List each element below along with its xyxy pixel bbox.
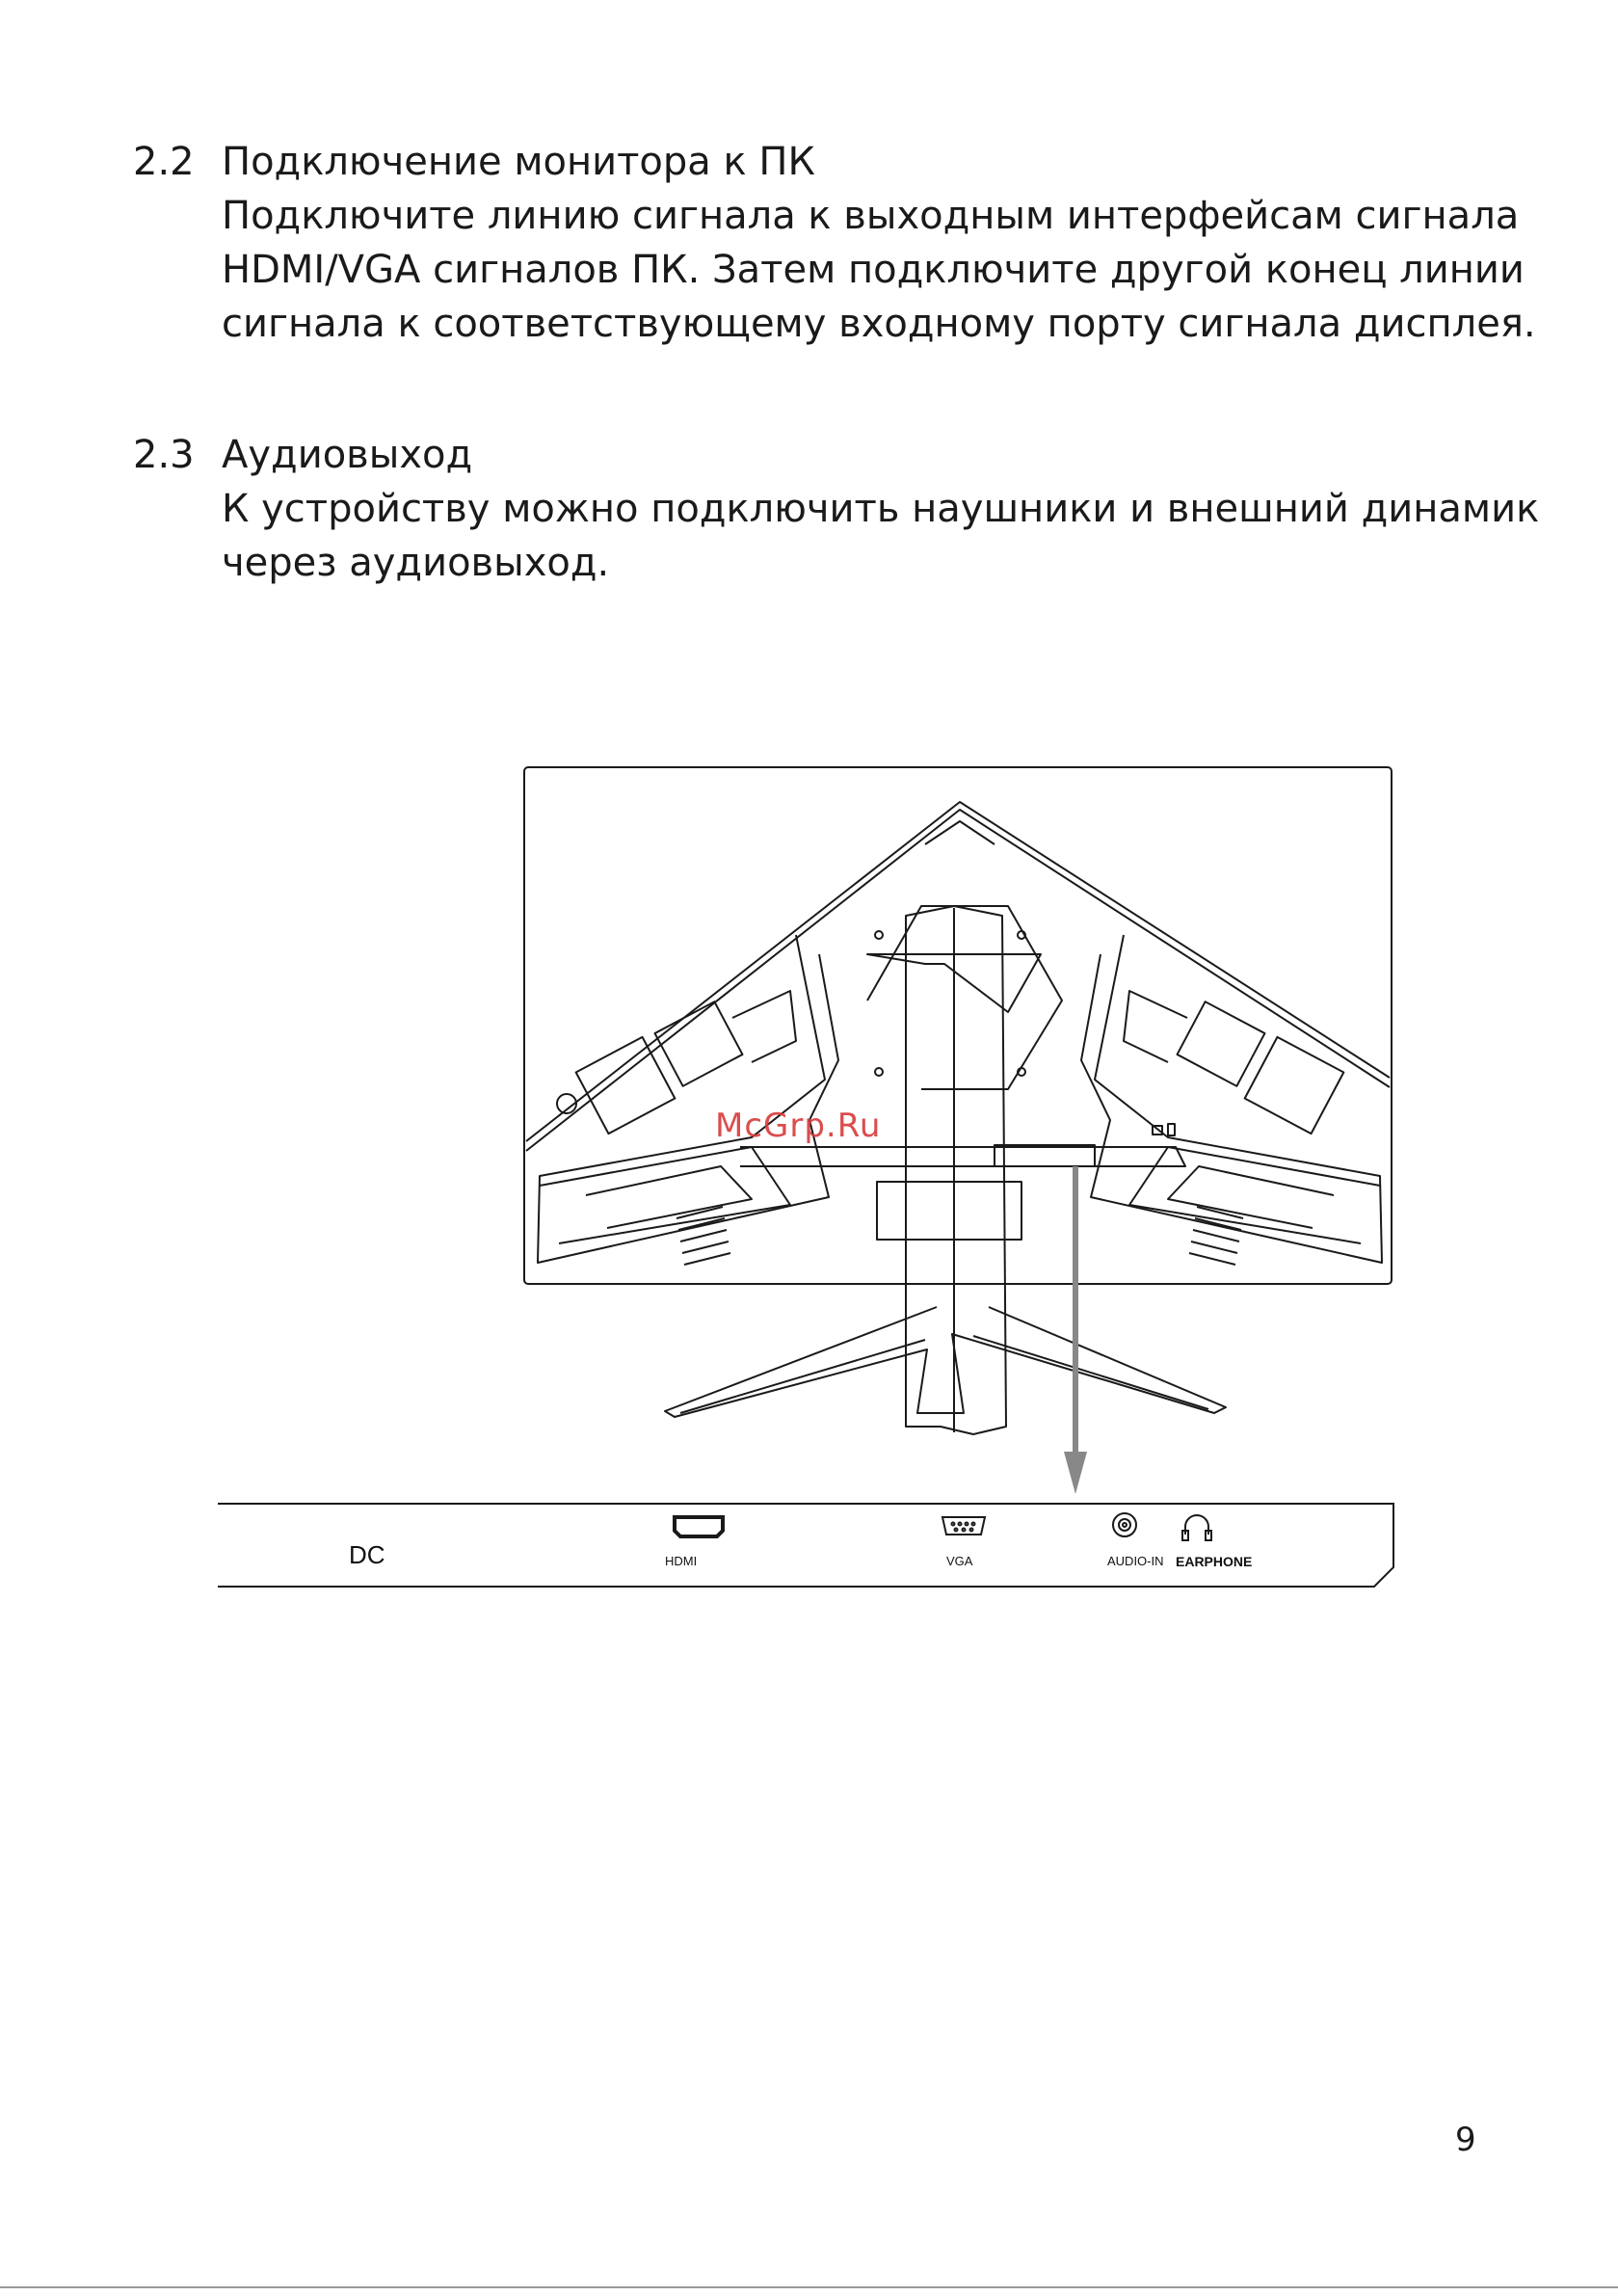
audio-in-port-icon	[1113, 1513, 1136, 1536]
audio-in-port-label: AUDIO-IN	[1107, 1554, 1164, 1568]
bottom-divider	[0, 2286, 1618, 2288]
stand-hinge	[867, 906, 1062, 1089]
section-title: Подключение монитора к ПК	[222, 140, 815, 184]
section-body	[222, 189, 1552, 351]
section-title: Аудиовыход	[222, 433, 473, 477]
dc-port-label: DC	[349, 1540, 385, 1569]
section-number: 2.2	[133, 140, 195, 184]
body-line: К устройству можно подключить наушники и внешний динамик	[222, 487, 1540, 531]
left-panel	[538, 935, 838, 1263]
hdmi-port-label: HDMI	[665, 1554, 698, 1568]
back-cover-left-edge	[526, 802, 1390, 1141]
hdmi-port-icon	[675, 1517, 723, 1536]
watermark: McGrp.Ru	[715, 1107, 882, 1145]
monitor-rear-drawing	[212, 761, 1407, 1600]
section-body	[222, 482, 1552, 590]
arrow-icon	[1064, 1166, 1087, 1494]
monitor-frame	[524, 767, 1392, 1284]
body-line: сигнала к соответствующему входному порту сигнала дисплея.	[222, 302, 1536, 346]
port-panel	[218, 1504, 1393, 1587]
earphone-port-label: EARPHONE	[1176, 1554, 1253, 1569]
vga-port-label: VGA	[946, 1554, 973, 1568]
body-line: HDMI/VGA сигналов ПК. Затем подключите другой конец линии	[222, 248, 1525, 292]
body-line: через аудиовыход.	[222, 541, 610, 585]
page-number: 9	[1455, 2121, 1476, 2159]
monitor-rear-figure	[212, 761, 1407, 1600]
stand-base	[665, 1307, 1226, 1417]
body-line: Подключите линию сигнала к выходным интерфейсам сигнала	[222, 194, 1520, 238]
section-number: 2.3	[133, 433, 195, 477]
